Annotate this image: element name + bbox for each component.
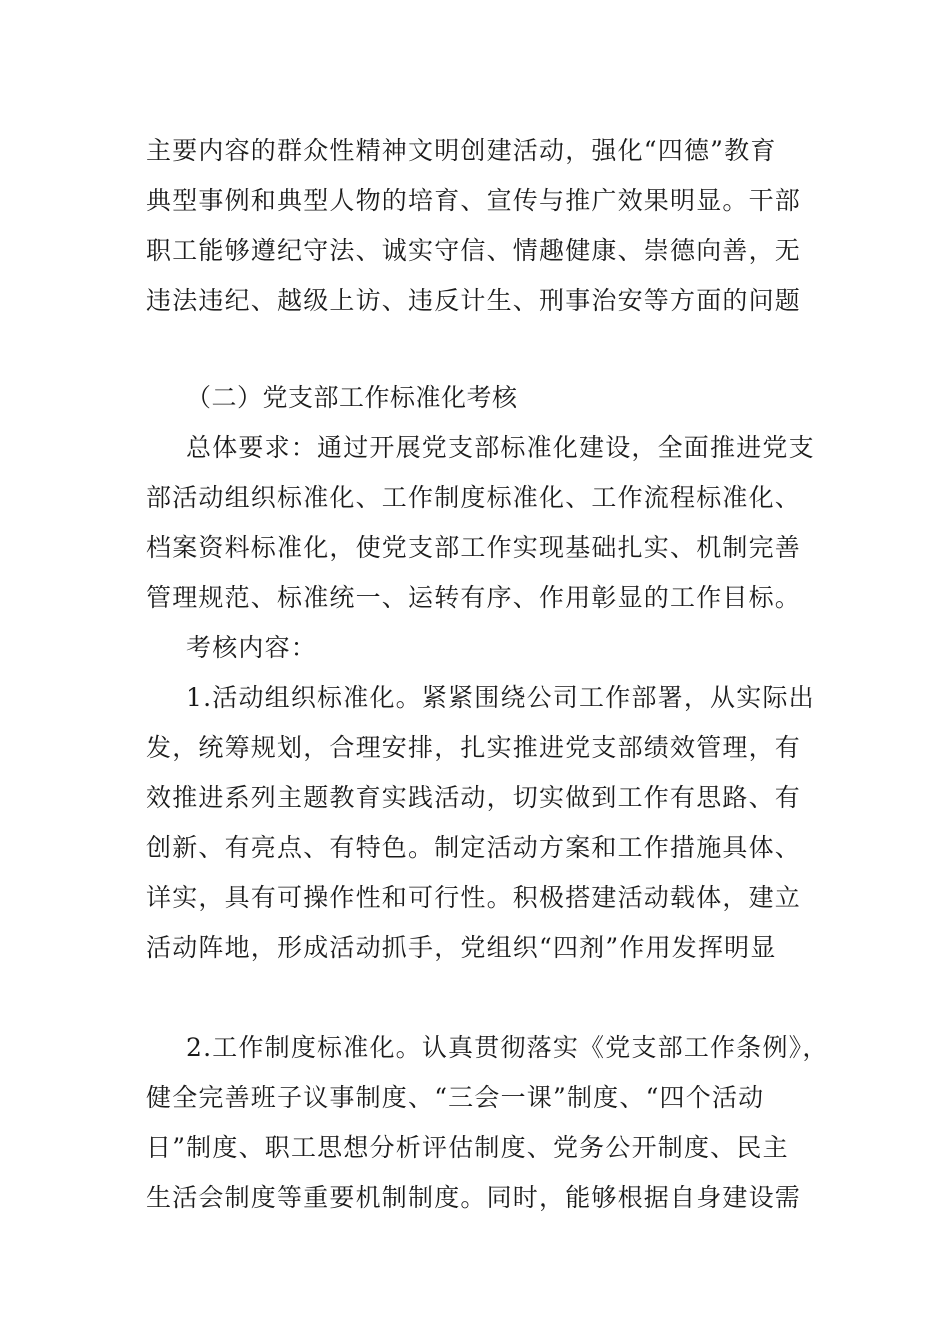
paragraph-line: 日”制度、职工思想分析评估制度、党务公开制度、民主 (146, 1133, 789, 1162)
paragraph-line: 健全完善班子议事制度、“三会一课”制度、“四个活动 (146, 1083, 765, 1112)
paragraph-line: 档案资料标准化，使党支部工作实现基础扎实、机制完善 (146, 533, 802, 562)
paragraph-line: 违法违纪、越级上访、违反计生、刑事治安等方面的问题 (146, 286, 802, 315)
paragraph-line: 考核内容： (186, 633, 318, 662)
paragraph-line: 主要内容的群众性精神文明创建活动，强化“四德”教育 (146, 136, 777, 165)
paragraph-line: 管理规范、标准统一、运转有序、作用彰显的工作目标。 (146, 583, 802, 612)
paragraph-line: 详实，具有可操作性和可行性。积极搭建活动载体，建立 (146, 883, 802, 912)
paragraph-line: 典型事例和典型人物的培育、宣传与推广效果明显。干部 (146, 186, 802, 215)
paragraph-line: 部活动组织标准化、工作制度标准化、工作流程标准化、 (146, 483, 802, 512)
paragraph-line: 职工能够遵纪守法、诚实守信、情趣健康、崇德向善，无 (146, 236, 802, 265)
paragraph-line: 总体要求：通过开展党支部标准化建设，全面推进党支 (186, 433, 815, 462)
paragraph-line: 1.活动组织标准化。紧紧围绕公司工作部署，从实际出 (186, 683, 815, 712)
paragraph-line: 2.工作制度标准化。认真贯彻落实《党支部工作条例》， (186, 1033, 829, 1062)
paragraph-line: 创新、有亮点、有特色。制定活动方案和工作措施具体、 (146, 833, 802, 862)
paragraph-line: 发，统筹规划，合理安排，扎实推进党支部绩效管理，有 (146, 733, 802, 762)
paragraph-line: 效推进系列主题教育实践活动，切实做到工作有思路、有 (146, 783, 802, 812)
paragraph-line: 生活会制度等重要机制制度。同时，能够根据自身建设需 (146, 1183, 802, 1212)
paragraph-line: 活动阵地，形成活动抓手，党组织“四剂”作用发挥明显 (146, 933, 777, 962)
section-heading: （二）党支部工作标准化考核 (186, 383, 518, 412)
